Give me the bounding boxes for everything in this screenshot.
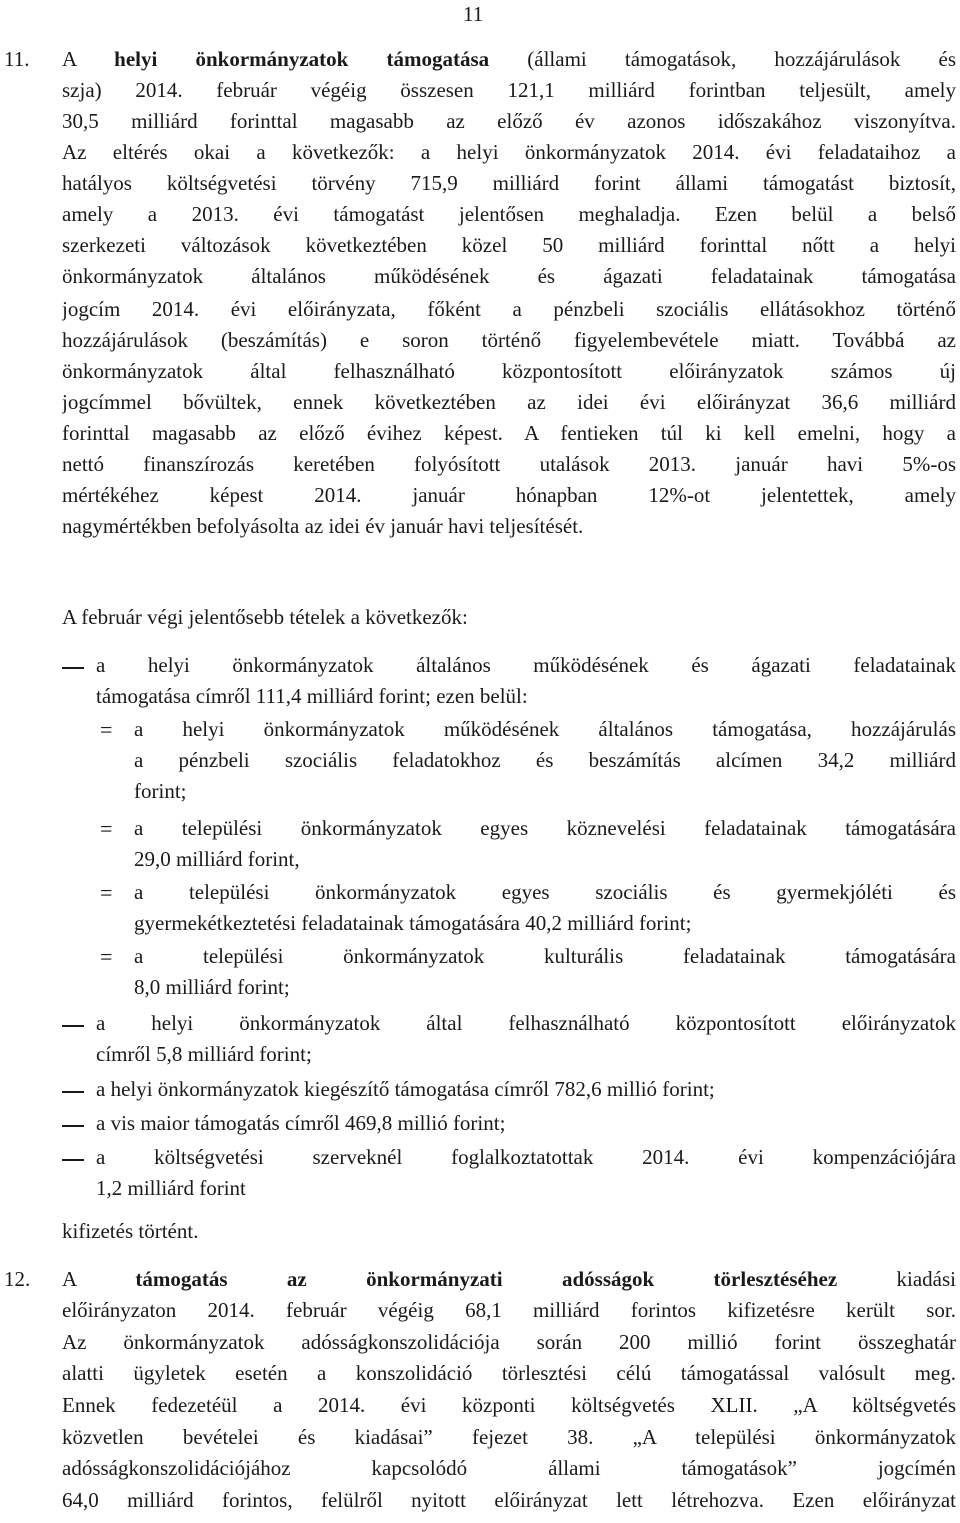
paragraph-line: Az önkormányzatok adósságkonszolidációja során 200 millió forint összeghatár [62,1330,956,1354]
list-item-line: a helyi önkormányzatok kiegészítő támogatása címről 782,6 millió forint; [96,1077,715,1101]
page-number: 11 [463,2,484,26]
paragraph-line: adósságkonszolidációjához kapcsolódó állami támogatások” jogcímén [62,1456,956,1480]
dash-bullet [62,1159,84,1161]
paragraph-line: önkormányzatok által felhasználható központosított előirányzatok számos új [62,359,956,383]
text-span: A [62,1267,136,1291]
list-item-line: címről 5,8 milliárd forint; [96,1042,312,1066]
paragraph-line: 64,0 milliárd forintos, felülről nyitott előirányzat lett létrehozva. Ezen előirányzat [62,1488,956,1512]
dash-bullet [62,1125,84,1127]
section-number: 11. [4,47,30,71]
dash-bullet [62,667,84,669]
paragraph-line: nagymértékben befolyásolta az idei év január havi teljesítését. [62,514,584,538]
sub-item-line: a települési önkormányzatok egyes köznevelési feladatainak támogatására [134,816,956,840]
paragraph-line: nettó finanszírozás keretében folyósított utalások 2013. január havi 5%-os [62,452,956,476]
sub-item-line: a települési önkormányzatok kulturális feladatainak támogatására [134,944,956,968]
text-span: (állami támogatások, hozzájárulások és [489,47,956,71]
equals-bullet: = [100,816,113,841]
paragraph-line: jogcímmel bővültek, ennek következtében az idei évi előirányzat 36,6 milliárd [62,390,956,414]
equals-bullet: = [100,880,113,905]
bold-term: támogatás az önkormányzati adósságok törlesztéséhez [135,1267,838,1291]
sub-item-line: gyermekétkeztetési feladatainak támogatására 40,2 milliárd forint; [134,911,692,935]
paragraph-line [62,44,956,75]
closing-line: kifizetés történt. [62,1219,199,1243]
paragraph-line: Az eltérés okai a következők: a helyi önkormányzatok 2014. évi feladataihoz a [62,140,956,164]
paragraph-line: jogcím 2014. évi előirányzata, főként a pénzbeli szociális ellátásokhoz történő [62,297,956,321]
section-number: 12. [4,1267,31,1291]
dash-bullet [62,1025,84,1027]
equals-bullet: = [100,944,113,969]
sub-item-line: 8,0 milliárd forint; [134,975,290,999]
paragraph-line: szerkezeti változások következtében közel 50 milliárd forinttal nőtt a helyi [62,233,956,257]
paragraph-line: mértékéhez képest 2014. január hónapban 12%-ot jelentettek, amely [62,483,956,507]
paragraph-line: 30,5 milliárd forinttal magasabb az előző év azonos időszakához viszonyítva. [62,109,956,133]
list-item-line: a helyi önkormányzatok általános működésének és ágazati feladatainak [96,653,956,677]
paragraph-line: hozzájárulások (beszámítás) e soron történő figyelembevétele miatt. Továbbá az [62,328,956,352]
sub-item-line: 29,0 milliárd forint, [134,847,300,871]
bold-term: helyi önkormányzatok támogatása [114,47,490,71]
text-span: kiadási [837,1267,956,1291]
sub-item-line: forint; [134,779,187,803]
dash-bullet [62,1091,84,1093]
list-item-line: a költségvetési szerveknél foglalkoztatottak 2014. évi kompenzációjára [96,1145,956,1169]
sub-item-line: a települési önkormányzatok egyes szociális és gyermekjóléti és [134,880,956,904]
list-item-line: 1,2 milliárd forint [96,1176,246,1200]
paragraph-line: amely a 2013. évi támogatást jelentősen meghaladja. Ezen belül a belső [62,202,956,226]
text-span: A [62,47,115,71]
paragraph-line: önkormányzatok általános működésének és ágazati feladatainak támogatása [62,264,956,288]
list-item-line: a vis maior támogatás címről 469,8 millió forint; [96,1111,506,1135]
paragraph-line: szja) 2014. február végéig összesen 121,1 milliárd forintban teljesült, amely [62,78,956,102]
paragraph-line: közvetlen bevételei és kiadásai” fejezet 38. „A települési önkormányzatok [62,1425,956,1449]
sub-item-line: a helyi önkormányzatok működésének általános támogatása, hozzájárulás [134,717,956,741]
list-item-line: támogatása címről 111,4 milliárd forint; ezen belül: [96,684,528,708]
list-item-line: a helyi önkormányzatok által felhasználható központosított előirányzatok [96,1011,956,1035]
paragraph-line: Ennek fedezetéül a 2014. évi központi költségvetés XLII. „A költségvetés [62,1393,956,1417]
paragraph-line: forinttal magasabb az előző évihez képest. A fentieken túl ki kell emelni, hogy a [62,421,956,445]
paragraph-line: hatályos költségvetési törvény 715,9 milliárd forint állami támogatást biztosít, [62,171,956,195]
paragraph-line [62,1264,956,1295]
sub-item-line: a pénzbeli szociális feladatokhoz és beszámítás alcímen 34,2 milliárd [134,748,956,772]
list-intro: A február végi jelentősebb tételek a következők: [62,605,468,629]
paragraph-line: előirányzaton 2014. február végéig 68,1 milliárd forintos kifizetésre került sor. [62,1298,956,1322]
paragraph-line: alatti ügyletek esetén a konszolidáció törlesztési célú támogatással valósult meg. [62,1361,956,1385]
equals-bullet: = [100,717,113,742]
